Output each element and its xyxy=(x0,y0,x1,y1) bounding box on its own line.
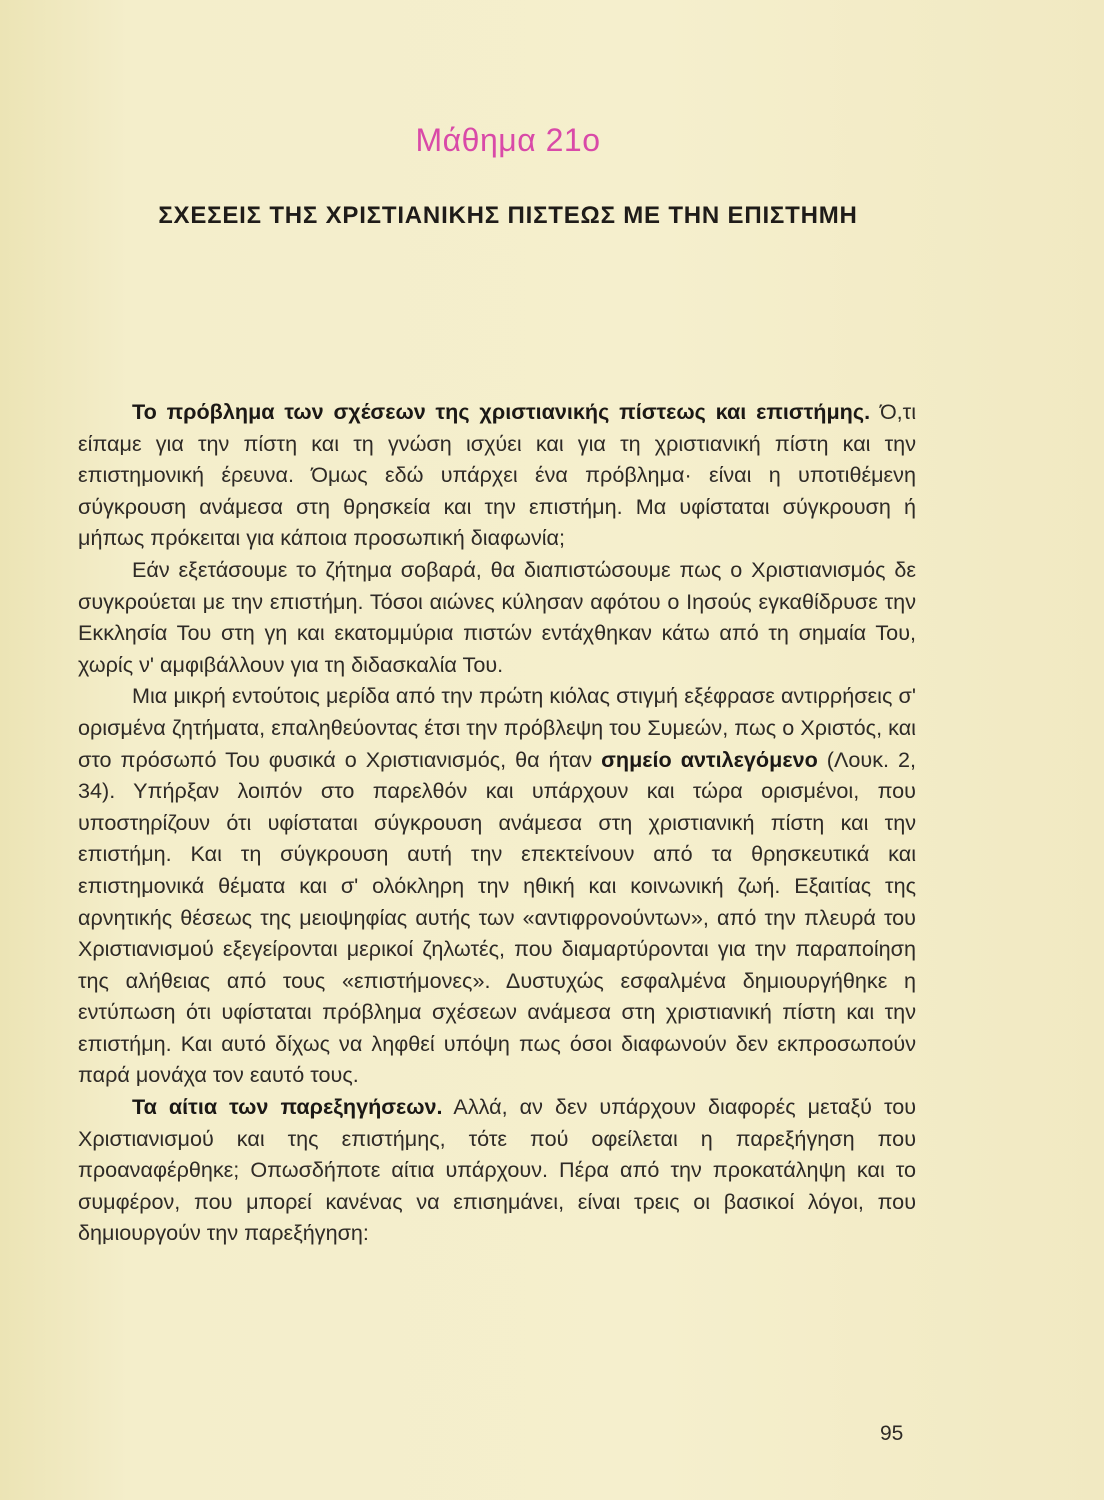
section-heading-2: Τα αίτια των παρεξηγήσεων. xyxy=(132,1094,443,1120)
section-heading-1: Το πρόβλημα των σχέσεων της χριστιανικής πίστεως και επιστήμης. xyxy=(132,399,871,424)
lesson-title: Μάθημα 21ο xyxy=(415,122,601,158)
paragraph-3-emphasis: σημείο αντιλεγόμενο xyxy=(601,746,818,772)
paragraph-4 xyxy=(78,1091,916,1249)
paragraph-4-text: Αλλά, αν δεν υπάρχουν διαφορές μεταξύ του Χριστιανισμού και της επιστήμης, τότε πού οφείλεται η παρεξήγηση που προαναφέρθηκε; Οπωσδήποτε αίτια υπάρχουν. Πέρα από την προκατάληψη και το συμφέρον, που μπορεί κανένας να επισημάνει, είναι τρεις οι βασικοί λόγοι, που δημιουργούν την παρεξήγηση: xyxy=(78,1094,917,1246)
chapter-title: ΣΧΕΣΕΙΣ ΤΗΣ ΧΡΙΣΤΙΑΝΙΚΗΣ ΠΙΣΤΕΩΣ ΜΕ ΤΗΝ ΕΠΙΣΤΗΜΗ xyxy=(158,202,858,229)
paragraph-3-text-b: (Λουκ. 2, 34). Υπήρξαν λοιπόν στο παρελθόν και υπάρχουν και τώρα ορισμένοι, που υποστηρίζουν ότι υφίσταται σύγκρουση ανάμεσα στη χριστιανική πίστη και την επιστήμη. Και τη σύγκρουση αυτή την επεκτείνουν από τα θρησκευτικά και επιστημονικά θέματα και σ' ολόκληρη την ηθική και κοινωνική ζωή. Εξαιτίας της αρνητικής θέσεως της μειοψηφίας αυτής των «αντιφρονούντων», από την πλευρά του Χριστιανισμού εξεγείρονται μερικοί ζηλωτές, που διαμαρτύρονται για την παραποίηση της αλήθειας από τους «επιστήμονες». Δυστυχώς εσφαλμένα δημιουργήθηκε η εντύπωση ότι υφίσταται πρόβλημα σχέσεων ανάμεσα στη χριστιανική πίστη και την επιστήμη. Και αυτό δίχως να ληφθεί υπόψη πως όσοι διαφωνούν δεν εκπροσωπούν παρά μονάχα τον εαυτό τους. xyxy=(78,746,917,1088)
paragraph-1 xyxy=(78,396,916,554)
paragraph-3-text-a: Μια μικρή εντούτοις μερίδα από την πρώτη κιόλας στιγμή εξέφρασε αντιρρήσεις σ' ορισμένα ζητήματα, επαληθεύοντας έτσι την πρόβλεψη του Συμεών, πως ο Χριστός, και στο πρόσωπό Του φυσικά ο Χριστιανισμός, θα ήταν xyxy=(78,683,916,772)
paragraph-2-text: Εάν εξετάσουμε το ζήτημα σοβαρά, θα διαπιστώσουμε πως ο Χριστιανισμός δε συγκρούεται με την επιστήμη. Τόσοι αιώνες κύλησαν αφότου ο Ιησούς εγκαθίδρυσε την Εκκλησία Του στη γη και εκατομμύρια πιστών εντάχθηκαν κάτω από τη σημαία Του, χωρίς ν' αμφιβάλλουν για τη διδασκαλία Του. xyxy=(78,556,916,677)
paragraph-1-text: Ό,τι είπαμε για την πίστη και τη γνώση ισχύει και για τη χριστιανική πίστη και την επιστημονική έρευνα. Όμως εδώ υπάρχει ένα πρόβλημα· είναι η υποτιθέμενη σύγκρουση ανάμεσα στη θρησκεία και την επιστήμη. Μα υφίσταται σύγκρουση ή μήπως πρόκειται για κάποια προσωπική διαφωνία; xyxy=(78,399,916,551)
body-text xyxy=(78,396,916,1249)
paragraph-2 xyxy=(78,554,916,680)
paragraph-3 xyxy=(78,680,916,1091)
page-number: 95 xyxy=(880,1422,904,1445)
